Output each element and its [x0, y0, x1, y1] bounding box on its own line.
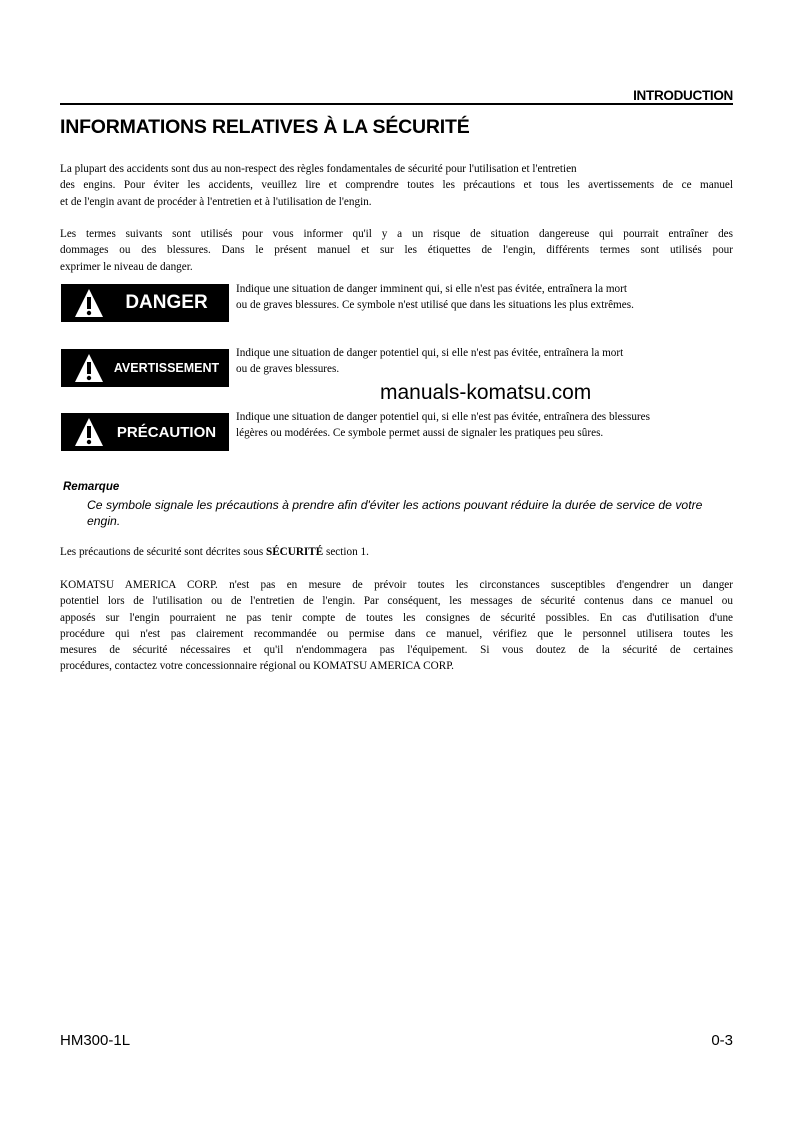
caution-description — [236, 409, 733, 442]
text-line: dommages ou des blessures. Dans le présent manuel et sur les étiquettes de l'engin, différents termes sont utilisés pour — [60, 244, 733, 257]
header-rule — [60, 103, 733, 105]
text-line: Indique une situation de danger potentiel qui, si elle n'est pas évitée, entraînera des blessures — [236, 411, 650, 423]
safety-ref-text: Les précautions de sécurité sont décrites sous — [60, 546, 266, 558]
safety-ref-text: section 1. — [323, 546, 369, 558]
text-line: La plupart des accidents sont dus au non-respect des règles fondamentales de sécurité pour l'utilisation et l'entretien — [60, 163, 577, 175]
text-line: procédure qui n'est pas clairement recommandée ou permise dans ce manuel, vérifiez que le personnel utilisera toutes les — [60, 627, 733, 640]
section-header: INTRODUCTION — [633, 88, 733, 103]
text-line: Les termes suivants sont utilisés pour vous informer qu'il y a un risque de situation dangereuse qui pourrait entraîner des — [60, 228, 733, 240]
signal-label: AVERTISSEMENT — [113, 361, 220, 375]
text-line: KOMATSU AMERICA CORP. n'est pas en mesure de prévoir toutes les circonstances susceptibles d'engendrer un danger — [60, 579, 733, 591]
text-line: Indique une situation de danger imminent qui, si elle n'est pas évitée, entraînera la mort — [236, 283, 627, 295]
watermark: manuals-komatsu.com — [380, 381, 592, 404]
text-line: ou de graves blessures. Ce symbole n'est utilisé que dans les situations les plus extrêmes. — [236, 299, 634, 312]
safety-reference — [60, 544, 369, 560]
warning-signal-panel — [61, 349, 229, 387]
text-line: procédures, contactez votre concessionnaire régional ou KOMATSU AMERICA CORP. — [60, 660, 454, 673]
remark-text: Ce symbole signale les précautions à prendre afin d'éviter les actions pouvant réduire la durée de service de votre engin. — [87, 498, 703, 528]
warning-triangle-icon — [74, 353, 104, 383]
warning-description — [236, 345, 733, 378]
remark-heading: Remarque — [63, 481, 120, 493]
text-line: et de l'engin avant de procéder à l'entretien et à l'utilisation de l'engin. — [60, 195, 372, 208]
safety-section-ref: SÉCURITÉ — [265, 546, 324, 558]
page-title: INFORMATIONS RELATIVES À LA SÉCURITÉ — [60, 116, 470, 138]
footer-model: HM300-1L — [60, 1032, 131, 1049]
signal-label: PRÉCAUTION — [116, 423, 217, 441]
text-line: mesures de sécurité nécessaires et qu'il n'endommagera pas l'équipement. Si vous doutez de la sécurité de certaines — [60, 644, 733, 657]
warning-triangle-icon — [74, 288, 104, 318]
text-line: potentiel lors de l'utilisation ou de l'entretien de l'engin. Par conséquent, les messages de sécurité contenus dans ce manuel ou — [60, 595, 733, 608]
text-line: exprimer le niveau de danger. — [60, 260, 193, 273]
warning-triangle-icon — [74, 417, 104, 447]
intro-paragraph — [60, 161, 733, 210]
text-line: légères ou modérées. Ce symbole permet aussi de signaler les pratiques peu sûres. — [236, 427, 604, 440]
footer-page-number: 0-3 — [711, 1032, 733, 1049]
terms-paragraph — [60, 226, 733, 275]
komatsu-paragraph — [60, 577, 733, 675]
text-line: ou de graves blessures. — [236, 363, 340, 376]
danger-description — [236, 281, 733, 314]
text-line: Indique une situation de danger potentiel qui, si elle n'est pas évitée, entraînera la mort — [236, 347, 624, 359]
caution-signal-panel — [61, 413, 229, 451]
danger-signal-panel — [61, 284, 229, 322]
text-line: des engins. Pour éviter les accidents, veuillez lire et comprendre toutes les précautions et tous les avertissements de ce manuel — [60, 179, 733, 192]
signal-label: DANGER — [125, 292, 208, 313]
text-line: apposés sur l'engin pourraient ne pas tenir compte de toutes les consignes de sécurité possibles. En cas d'utilisation d'une — [60, 611, 733, 624]
